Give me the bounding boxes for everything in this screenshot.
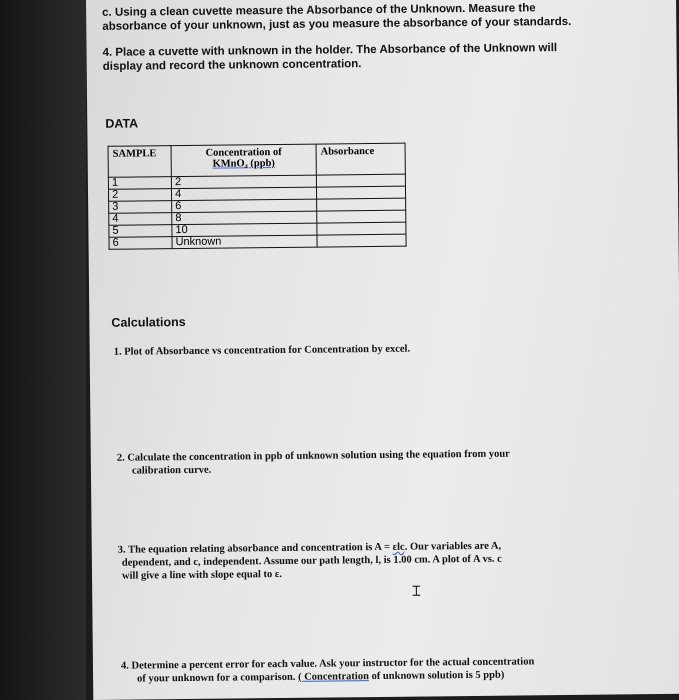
- text-cursor-icon: ⌶: [412, 584, 421, 600]
- calculations-heading: Calculations: [111, 314, 186, 330]
- cell-absorbance: [317, 210, 406, 223]
- header-sample: SAMPLE: [108, 146, 171, 178]
- calc-question-1: 1. Plot of Absorbance vs concentration for Concentration by excel.: [113, 343, 411, 358]
- calc-question-4: [121, 655, 535, 685]
- table-row: [109, 234, 406, 249]
- data-heading: DATA: [105, 116, 139, 131]
- step-4-line-2: display and record the unknown concentration.: [102, 58, 362, 73]
- cell-concentration: Unknown: [172, 235, 317, 249]
- cell-concentration: 8: [172, 211, 317, 225]
- calc-question-3-line-2: dependent, and c, independent. Assume our path length, l, is 1.00 cm. A plot of A vs. c: [121, 553, 502, 569]
- header-absorbance: Absorbance: [316, 143, 405, 175]
- step-4-text: [102, 41, 557, 74]
- cell-absorbance: [316, 174, 405, 187]
- calc-question-2-line-1: 2. Calculate the concentration in ppb of unknown solution using the equation from your: [116, 448, 510, 464]
- cell-absorbance: [316, 186, 405, 199]
- cell-sample: 1: [108, 177, 171, 190]
- step-c-text: [102, 1, 571, 34]
- data-table: [108, 143, 407, 250]
- header-concentration-line-1: Concentration of: [205, 146, 282, 159]
- cell-absorbance: [317, 234, 406, 247]
- table-header-row: [108, 143, 405, 177]
- calc-question-2-line-2: calibration curve.: [131, 464, 212, 477]
- worksheet-page: [86, 0, 679, 700]
- calc-question-4-line-1: 4. Determine a percent error for each value. Ask your instructor for the actual concentration: [120, 656, 535, 672]
- calc-question-2: [117, 448, 510, 478]
- step-c-line-2: absorbance of your unknown, just as you measure the absorbance of your standards.: [102, 15, 572, 33]
- calc-question-3: [118, 540, 502, 583]
- calc-question-4-line-2-a: of your unknown for a comparison.: [137, 671, 299, 685]
- cell-concentration: 4: [171, 187, 316, 201]
- calc-question-4-line-2-c: of unknown solution is 5 ppb): [368, 669, 505, 683]
- calc-question-3-line-1-c: . Our variables are A,: [404, 540, 502, 553]
- cell-sample: 6: [109, 237, 172, 250]
- cell-concentration: 6: [172, 199, 317, 213]
- cell-concentration: 2: [171, 175, 316, 189]
- cell-absorbance: [317, 222, 406, 235]
- equation-elc: εlc: [392, 541, 405, 553]
- step-4-line-1: 4. Place a cuvette with unknown in the holder. The Absorbance of the Unknown will: [102, 42, 558, 59]
- cell-sample: 4: [109, 213, 172, 226]
- background-left-shadow: [0, 0, 86, 700]
- cell-concentration: 10: [172, 223, 317, 237]
- cell-sample: 5: [109, 225, 172, 238]
- cell-sample: 3: [109, 201, 172, 214]
- header-concentration: [171, 144, 316, 177]
- cell-absorbance: [317, 198, 406, 211]
- calc-question-3-line-3: will give a line with slope equal to ε.: [121, 568, 283, 582]
- header-concentration-line-2: KMnO₄ (ppb): [212, 158, 275, 170]
- cell-sample: 2: [108, 189, 171, 202]
- step-c-line-1: c. Using a clean cuvette measure the Absorbance of the Unknown. Measure the: [102, 2, 536, 19]
- calc-question-3-line-1-a: 3. The equation relating absorbance and concentration is A =: [117, 541, 393, 556]
- concentration-link-text: ( Concentration: [297, 671, 369, 683]
